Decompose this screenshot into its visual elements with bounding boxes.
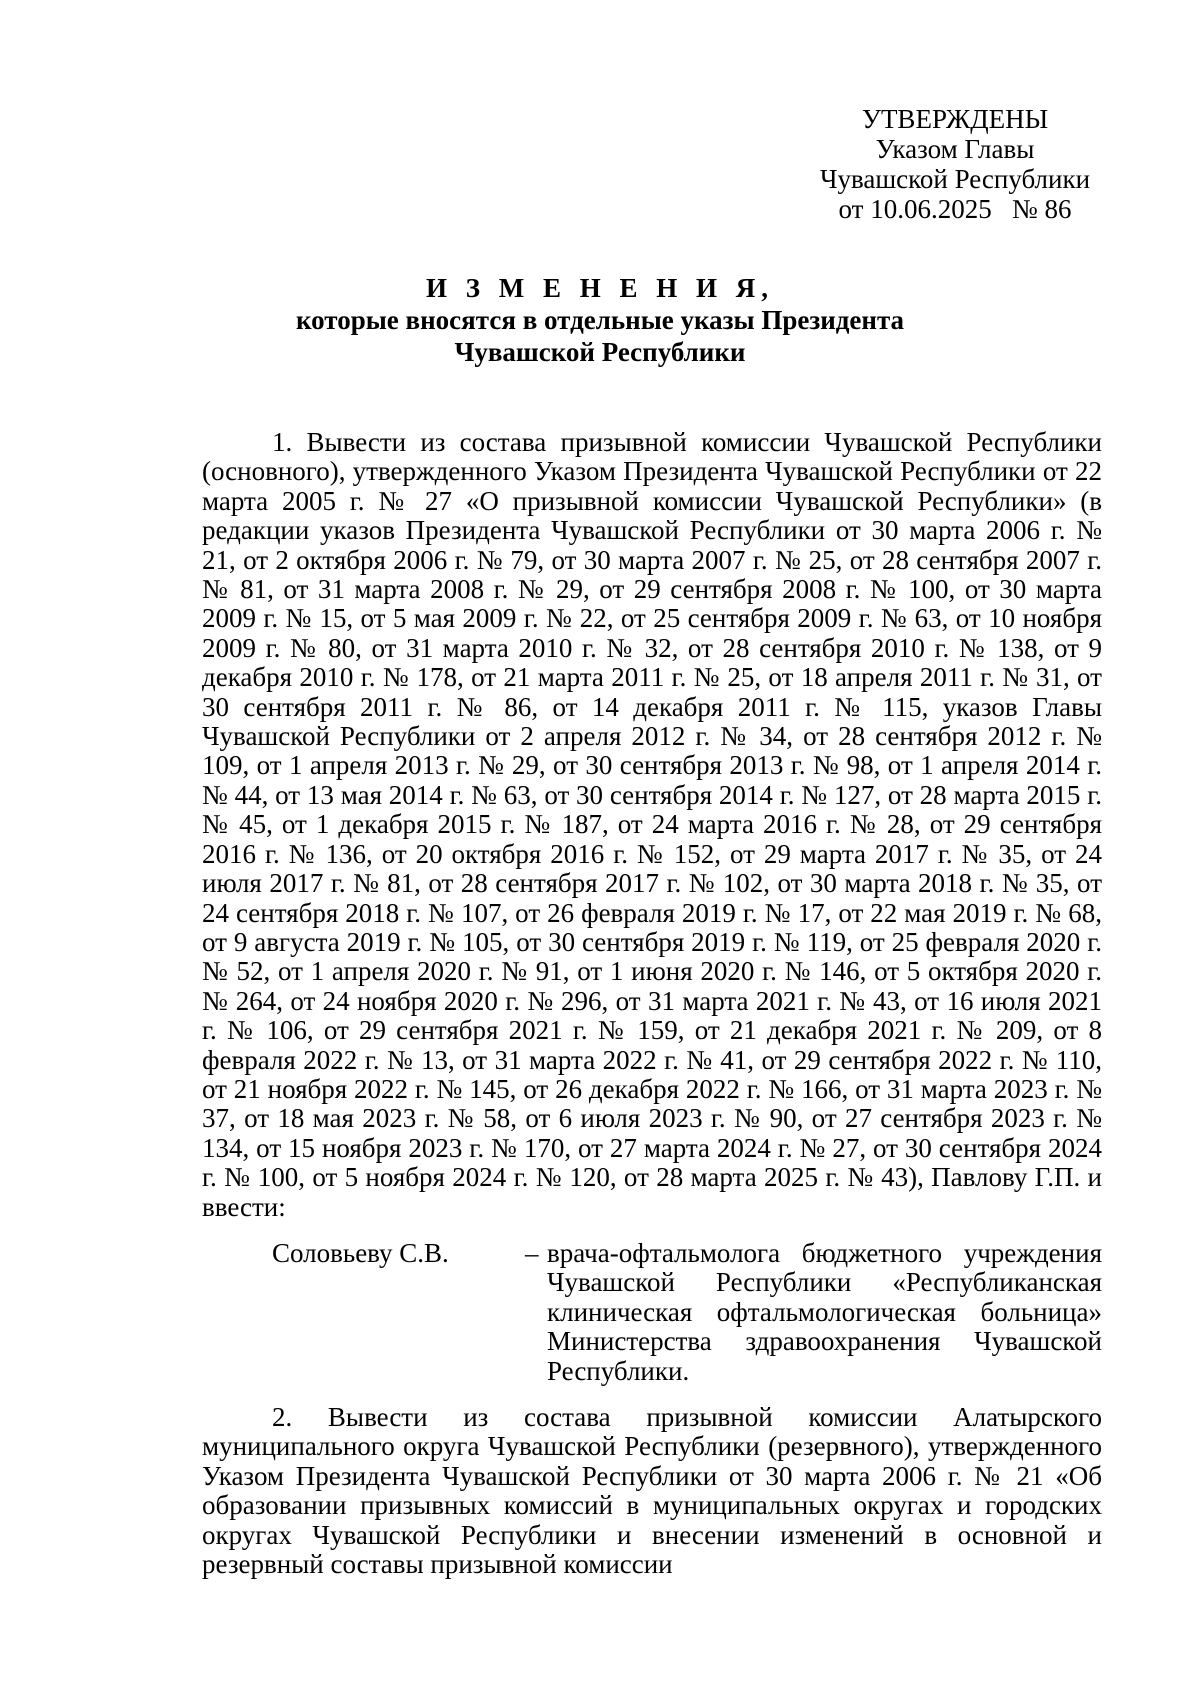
approval-stamp — [800, 104, 1110, 224]
member-position: врача-офтальмолога бюджетного учреждения Чувашской Республики «Республиканская клиническая офтальмологическая больница» Министерства здравоохранения Чувашской Республики. — [547, 1238, 1102, 1386]
document-heading — [0, 272, 1200, 368]
document-title: И З М Е Н Е Н И Я, — [425, 273, 774, 303]
document-subtitle-line2: Чувашской Республики — [454, 337, 746, 367]
paragraph-2: 2. Вывести из состава призывной комиссии Алатырского муниципального округа Чувашской Республики (резервного), утвержденного Указом Президента Чувашской Республики от 30 марта 2006 г. № 21 «Об образовании призывных комиссий в муниципальных округах и городских округах Чувашской Республики и внесении изменений в основной и резервный составы призывной комиссии — [202, 1402, 1102, 1580]
paragraph-1: 1. Вывести из состава призывной комиссии Чувашской Республики (основного), утвержденного Указом Президента Чувашской Республики от 22 марта 2005 г. № 27 «О призывной комиссии Чувашской Республики» (в редакции указов Президента Чувашской Республики от 30 марта 2006 г. № 21, от 2 октября 2006 г. № 79, от 30 марта 2007 г. № 25, от 28 сентября 2007 г. № 81, от 31 марта 2008 г. № 29, от 29 сентября 2008 г. № 100, от 30 марта 2009 г. № 15, от 5 мая 2009 г. № 22, от 25 сентября 2009 г. № 63, от 10 ноября 2009 г. № 80, от 31 марта 2010 г. № 32, от 28 сентября 2010 г. № 138, от 9 декабря 2010 г. № 178, от 21 марта 2011 г. № 25, от 18 апреля 2011 г. № 31, от 30 сентября 2011 г. № 86, от 14 декабря 2011 г. № 115, указов Главы Чувашской Республики от 2 апреля 2012 г. № 34, от 28 сентября 2012 г. № 109, от 1 апреля 2013 г. № 29, от 30 сентября 2013 г. № 98, от 1 апреля 2014 г. № 44, от 13 мая 2014 г. № 63, от 30 сентября 2014 г. № 127, от 28 марта 2015 г. № 45, от 1 декабря 2015 г. № 187, от 24 марта 2016 г. № 28, от 29 сентября 2016 г. № 136, от 20 октября 2016 г. № 152, от 29 марта 2017 г. № 35, от 24 июля 2017 г. № 81, от 28 сентября 2017 г. № 102, от 30 марта 2018 г. № 35, от 24 сентября 2018 г. № 107, от 26 февраля 2019 г. № 17, от 22 мая 2019 г. № 68, от 9 августа 2019 г. № 105, от 30 сентября 2019 г. № 119, от 25 февраля 2020 г. № 52, от 1 апреля 2020 г. № 91, от 1 июня 2020 г. № 146, от 5 октября 2020 г. № 264, от 24 ноября 2020 г. № 296, от 31 марта 2021 г. № 43, от 16 июля 2021 г. № 106, от 29 сентября 2021 г. № 159, от 21 декабря 2021 г. № 209, от 8 февраля 2022 г. № 13, от 31 марта 2022 г. № 41, от 29 сентября 2022 г. № 110, от 21 ноября 2022 г. № 145, от 26 декабря 2022 г. № 166, от 31 марта 2023 г. № 37, от 18 мая 2023 г. № 58, от 6 июля 2023 г. № 90, от 27 сентября 2023 г. № 134, от 15 ноября 2023 г. № 170, от 27 марта 2024 г. № 27, от 30 сентября 2024 г. № 100, от 5 ноября 2024 г. № 120, от 28 марта 2025 г. № 43), Павлову Г.П. и ввести: — [202, 427, 1102, 1222]
member-name: Соловьеву С.В. — [272, 1238, 449, 1268]
member-dash: – — [525, 1238, 539, 1268]
approval-authority: Чувашской Республики — [819, 164, 1091, 194]
approval-status: УТВЕРЖДЕНЫ — [861, 104, 1049, 134]
approval-date-number: от 10.06.2025 № 86 — [838, 194, 1072, 224]
approval-decree: Указом Главы — [875, 134, 1035, 164]
document-subtitle-line1: которые вносятся в отдельные указы Президента — [295, 305, 905, 335]
